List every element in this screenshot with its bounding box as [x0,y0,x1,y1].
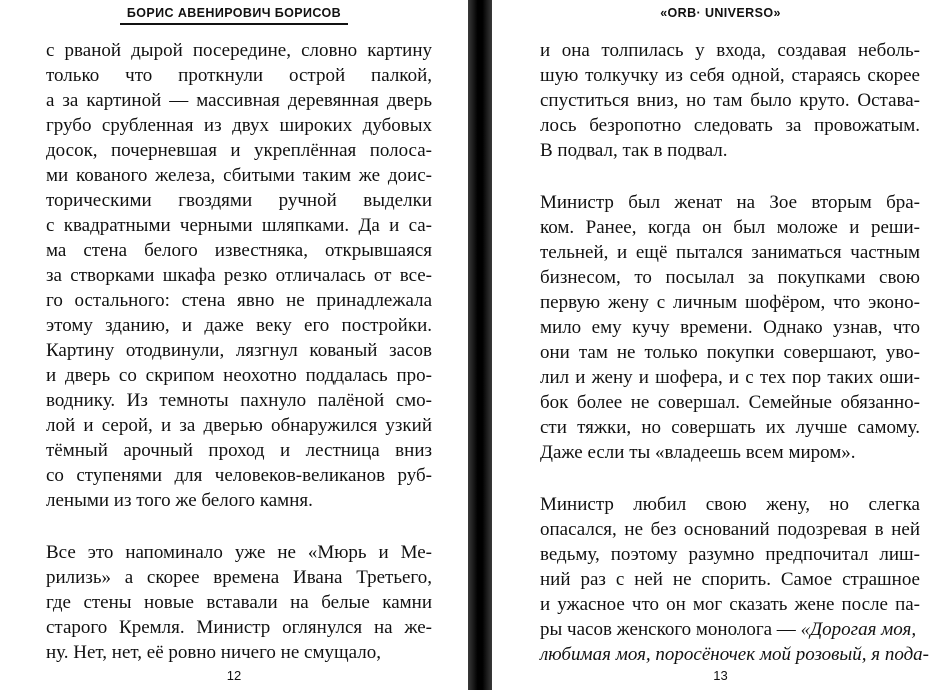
text-line [46,213,432,238]
line-text: ры часов женского монолога — [540,619,801,640]
text-line [46,488,432,513]
text-line [540,113,920,138]
line-text: они там не только покупки совершают, уво- [540,342,920,363]
line-text: ну. Нет, нет, её ровно ничего не смущало, [46,642,381,663]
line-text: с рваной дырой посередине, словно картину [46,40,432,61]
text-line [46,88,432,113]
line-text: лой и серой, и за дверью обнаружился узкий [46,415,432,436]
page-text [540,38,930,667]
line-text: Министр был женат на Зое вторым бра- [540,192,920,213]
line-text: досок, почерневшая и укреплённая полоса- [46,140,432,161]
text-line [540,440,920,465]
line-text: Все это напоминало уже не «Мюрь и Ме- [46,542,432,563]
text-line [540,567,920,592]
text-line [540,215,920,240]
text-line [46,413,432,438]
line-text: мило ему кучу времени. Однако узнав, что [540,317,920,338]
page-number: 12 [226,668,242,683]
text-line [540,138,920,163]
italic-quote: «Дорогая моя, [800,619,917,640]
text-line [46,138,432,163]
text-line [540,190,920,215]
running-head: «ORB· UNIVERSO» [660,6,781,20]
text-line [46,388,432,413]
line-text: опасался, не без оснований подозревая в ней [540,519,920,540]
text-line [540,492,920,517]
line-text: первую жену с личным шофёром, что эконо- [540,292,920,313]
line-text: Картину отодвинули, лязгнул кованый засов [46,340,432,361]
running-head: БОРИС АВЕНИРОВИЧ БОРИСОВ [120,6,348,25]
text-line [46,263,432,288]
line-text: где стены новые вставали на белые камни [46,592,432,613]
line-text: бизнесом, то посылал за покупками свою [540,267,920,288]
line-text: спуститься вниз, но там было круто. Остава- [540,90,920,111]
page-number: 13 [713,668,728,683]
line-text: и она толпилась у входа, создавая неболь- [540,40,920,61]
line-text: ми кованого железа, сбитыми таким же доис- [46,165,432,186]
text-line [46,338,432,363]
text-line [540,592,920,617]
text-line [540,240,920,265]
line-text: лось безропотно следовать за провожатым. [540,115,920,136]
line-text: этому зданию, и даже веку его постройки. [46,315,432,336]
line-text: лил и жену и шофера, и с тех пор таких оши- [540,367,920,388]
paragraph-break [540,465,920,492]
line-text: сти тяжки, но совершать их лучше самому. [540,417,920,438]
left-page [0,0,468,690]
text-line [46,363,432,388]
right-page [492,0,949,690]
text-line [540,290,920,315]
line-text: В подвал, так в подвал. [540,140,728,161]
text-line [540,315,920,340]
text-line [540,415,920,440]
line-text: ком. Ранее, когда он был моложе и реши- [540,217,920,238]
line-text: воднику. Из темноты пахнуло палёной смо- [46,390,432,411]
text-line [540,340,920,365]
line-text: и дверь со скрипом неохотно поддалась про- [46,365,432,386]
text-line [46,313,432,338]
line-text: ведьму, поэтому разумно предпочитал лиш- [540,544,920,565]
paragraph-break [540,163,920,190]
text-line [46,288,432,313]
line-text: со ступенями для человеков-великанов руб- [46,465,432,486]
line-text: шую толкучку из себя одной, стараясь скорее [540,65,920,86]
page-text [46,38,432,665]
text-line [540,390,920,415]
text-line [540,365,920,390]
text-line [540,642,930,667]
line-text: ма стена белого известняка, открывшаяся [46,240,432,261]
line-text: только что проткнули острой палкой, [46,65,432,86]
text-line [46,565,432,590]
line-text: и ужасное что он мог сказать жене после па- [540,594,920,615]
text-line [540,63,920,88]
text-line [46,463,432,488]
book-gutter [468,0,492,690]
text-line [46,238,432,263]
text-line [540,265,920,290]
paragraph-break [46,513,432,540]
text-line [540,88,920,113]
line-text: любимая моя, поросёночек мой розовый, я пода- [540,644,930,665]
line-text: с квадратными черными шляпками. Да и са- [46,215,432,236]
line-text: рилизь» а скорее времена Ивана Третьего, [46,567,432,588]
text-line [540,542,920,567]
text-line [46,540,432,565]
line-text: старого Кремля. Министр оглянулся на же- [46,617,432,638]
line-text: за створками шкафа резко отличалась от все- [46,265,432,286]
text-line [46,640,432,665]
text-line [540,38,920,63]
line-text: бок более не совершал. Семейные обязанно- [540,392,920,413]
line-text: леными из того же белого камня. [46,490,313,511]
line-text: а за картиной — массивная деревянная дверь [46,90,432,111]
text-line [46,63,432,88]
line-text: тельней, и ещё пытался заниматься частным [540,242,920,263]
line-text: торическими гвоздями ручной выделки [46,190,432,211]
text-line [540,617,920,642]
text-line [46,38,432,63]
text-line [46,590,432,615]
text-line [46,163,432,188]
line-text: ний раз с ней не спорить. Самое страшное [540,569,920,590]
line-text: го остального: стена явно не принадлежала [46,290,432,311]
line-text: Даже если ты «владеешь всем миром». [540,442,856,463]
line-text: грубо срубленная из двух широких дубовых [46,115,432,136]
line-text: Министр любил свою жену, но слегка [540,494,920,515]
line-text: тёмный арочный проход и лестница вниз [46,440,432,461]
text-line [46,615,432,640]
text-line [46,188,432,213]
text-line [46,438,432,463]
text-line [46,113,432,138]
text-line [540,517,920,542]
